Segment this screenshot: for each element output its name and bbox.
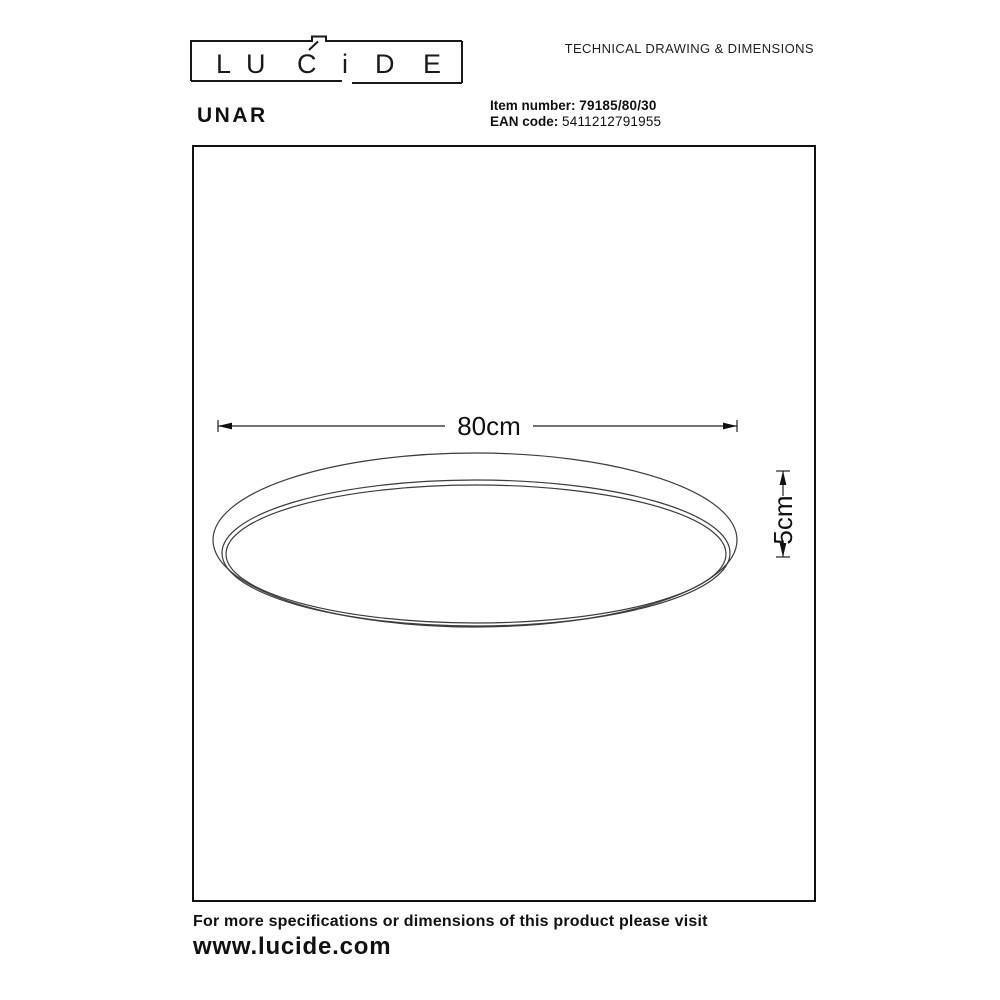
logo-letter-d: D [375,49,395,79]
logo-letter-i: i [342,49,348,79]
footer-website[interactable]: www.lucide.com [193,933,392,960]
lamp-face-inner-edge [226,485,726,623]
arrow-up-icon [780,471,787,485]
ean-code-value: 5411212791955 [562,113,662,129]
ean-code-label: EAN code: [490,113,559,129]
item-number-value: 79185/80/30 [579,98,657,113]
footer-note: For more specifications or dimensions of this product please visit [193,913,708,930]
logo-letter-c: C [297,49,317,79]
height-dimension [768,471,798,557]
lamp-technical-drawing [192,145,816,902]
item-number-row [490,98,661,114]
drawing-frame [192,145,816,902]
logo-border [191,37,462,84]
width-dimension-label: 80cm [457,411,521,441]
document-title: TECHNICAL DRAWING & DIMENSIONS [564,41,814,56]
lamp-outline [213,453,737,627]
arrow-left-icon [218,423,232,430]
logo-letter-l: L [216,49,232,79]
width-dimension [218,411,737,441]
item-number-label: Item number: [490,98,576,113]
ean-code-row [490,114,661,130]
logo-letter-u: U [246,49,266,79]
product-name: UNAR [197,104,268,127]
product-meta [490,98,661,129]
lucide-logo [189,33,467,89]
logo-letters [216,49,441,79]
height-dimension-label: 5cm [768,495,798,545]
logo-letter-e: E [423,49,442,79]
arrow-right-icon [723,423,737,430]
lucide-logo-graphic [189,33,467,89]
